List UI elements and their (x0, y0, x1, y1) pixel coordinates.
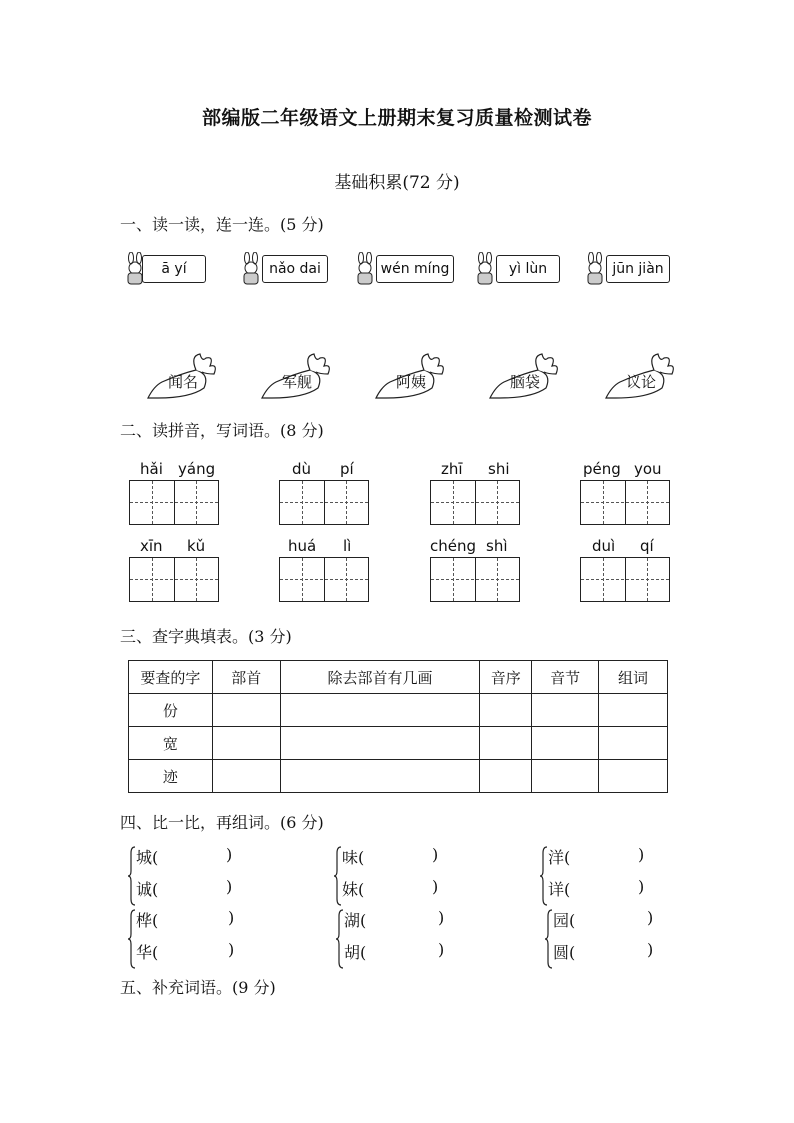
table-header-row (129, 661, 668, 694)
section-2-heading: 二、读拼音，写词语。(8 分) (120, 421, 324, 440)
table-cell-blank[interactable] (599, 694, 668, 727)
radish-word-5[interactable] (598, 352, 688, 402)
brace-icon (128, 908, 136, 970)
compare-pair-1 (128, 845, 258, 907)
compare-item: 华( ) (136, 940, 235, 962)
table-header: 音序 (480, 661, 532, 694)
compare-item: 桦( ) (136, 908, 235, 930)
compare-item: 园( ) (553, 908, 654, 930)
brace-icon (128, 845, 136, 907)
table-cell-blank[interactable] (212, 760, 280, 793)
table-row (129, 760, 668, 793)
table-cell-blank[interactable] (280, 694, 480, 727)
table-cell-blank[interactable] (599, 727, 668, 760)
table-header: 除去部首有几画 (280, 661, 480, 694)
writing-grid[interactable] (129, 480, 219, 525)
table-header: 部首 (212, 661, 280, 694)
brace-icon (540, 845, 548, 907)
table-cell-blank[interactable] (532, 694, 599, 727)
pinyin-syllable: xīn (140, 537, 163, 555)
brace-icon (334, 845, 342, 907)
compare-pair-5 (336, 908, 466, 970)
table-row (129, 727, 668, 760)
table-cell-char: 份 (129, 694, 213, 727)
writing-grid[interactable] (279, 557, 369, 602)
compare-item: 湖( ) (344, 908, 445, 930)
compare-pair-4 (128, 908, 258, 970)
compare-item: 洋( ) (548, 845, 645, 867)
table-row (129, 694, 668, 727)
pinyin-tag-text: jūn jiàn (606, 255, 670, 283)
writing-grid[interactable] (430, 480, 520, 525)
pinyin-syllable: dù (292, 460, 312, 478)
compare-item: 妹( ) (342, 877, 439, 899)
compare-item: 味( ) (342, 845, 439, 867)
section-5-heading: 五、补充词语。(9 分) (120, 978, 276, 997)
table-cell-blank[interactable] (212, 727, 280, 760)
radish-word-text: 阿姨 (395, 373, 426, 391)
table-cell-blank[interactable] (532, 760, 599, 793)
radish-word-4[interactable] (482, 352, 572, 402)
pinyin-syllable: péng (583, 460, 621, 478)
pinyin-syllable: chéng (430, 537, 477, 555)
section-3-heading: 三、查字典填表。(3 分) (120, 627, 292, 646)
writing-grid[interactable] (129, 557, 219, 602)
table-cell-blank[interactable] (212, 694, 280, 727)
table-cell-char: 宽 (129, 727, 213, 760)
table-header: 组词 (599, 661, 668, 694)
table-cell-blank[interactable] (280, 760, 480, 793)
pinyin-syllable: kǔ (187, 537, 206, 555)
pinyin-syllable: qí (640, 537, 654, 555)
pinyin-syllable: pí (340, 460, 354, 478)
table-header: 音节 (532, 661, 599, 694)
pinyin-tag-text: ā yí (142, 255, 206, 283)
pinyin-syllable: yáng (178, 460, 216, 478)
pinyin-syllable: you (634, 460, 662, 478)
table-cell-char: 迹 (129, 760, 213, 793)
pinyin-syllable: duì (592, 537, 616, 555)
pinyin-tag-text: wén míng (376, 255, 454, 283)
pinyin-syllable: lì (343, 537, 352, 555)
radish-word-1[interactable] (140, 352, 230, 402)
table-cell-blank[interactable] (280, 727, 480, 760)
pinyin-tag-text: nǎo dai (262, 255, 328, 283)
radish-word-3[interactable] (368, 352, 458, 402)
compare-pair-3 (540, 845, 670, 907)
brace-icon (336, 908, 344, 970)
pinyin-syllable: shì (486, 537, 508, 555)
pinyin-syllable: shi (488, 460, 510, 478)
radish-word-text: 脑袋 (509, 373, 540, 391)
dictionary-table (128, 660, 668, 793)
table-cell-blank[interactable] (599, 760, 668, 793)
pinyin-tag-text: yì lùn (496, 255, 560, 283)
table-header: 要查的字 (129, 661, 213, 694)
section-4-heading: 四、比一比，再组词。(6 分) (120, 813, 324, 832)
table-cell-blank[interactable] (532, 727, 599, 760)
compare-item: 诚( ) (136, 877, 233, 899)
table-cell-blank[interactable] (480, 727, 532, 760)
compare-item: 城( ) (136, 845, 233, 867)
pinyin-syllable: zhī (441, 460, 463, 478)
table-cell-blank[interactable] (480, 760, 532, 793)
compare-item: 胡( ) (344, 940, 445, 962)
radish-word-text: 闻名 (167, 373, 198, 391)
pinyin-syllable: huá (288, 537, 317, 555)
compare-pair-6 (545, 908, 675, 970)
compare-pair-2 (334, 845, 464, 907)
writing-grid[interactable] (430, 557, 520, 602)
section-1-heading: 一、读一读，连一连。(5 分) (120, 215, 324, 234)
compare-item: 圆( ) (553, 940, 654, 962)
radish-word-text: 军舰 (281, 373, 312, 391)
page-title: 部编版二年级语文上册期末复习质量检测试卷 (201, 107, 592, 129)
pinyin-syllable: hǎi (140, 460, 163, 478)
radish-word-2[interactable] (254, 352, 344, 402)
radish-word-text: 议论 (625, 373, 656, 391)
writing-grid[interactable] (580, 557, 670, 602)
writing-grid[interactable] (279, 480, 369, 525)
writing-grid[interactable] (580, 480, 670, 525)
brace-icon (545, 908, 553, 970)
part-subtitle: 基础积累(72 分) (334, 173, 460, 193)
compare-item: 详( ) (548, 877, 645, 899)
table-cell-blank[interactable] (480, 694, 532, 727)
